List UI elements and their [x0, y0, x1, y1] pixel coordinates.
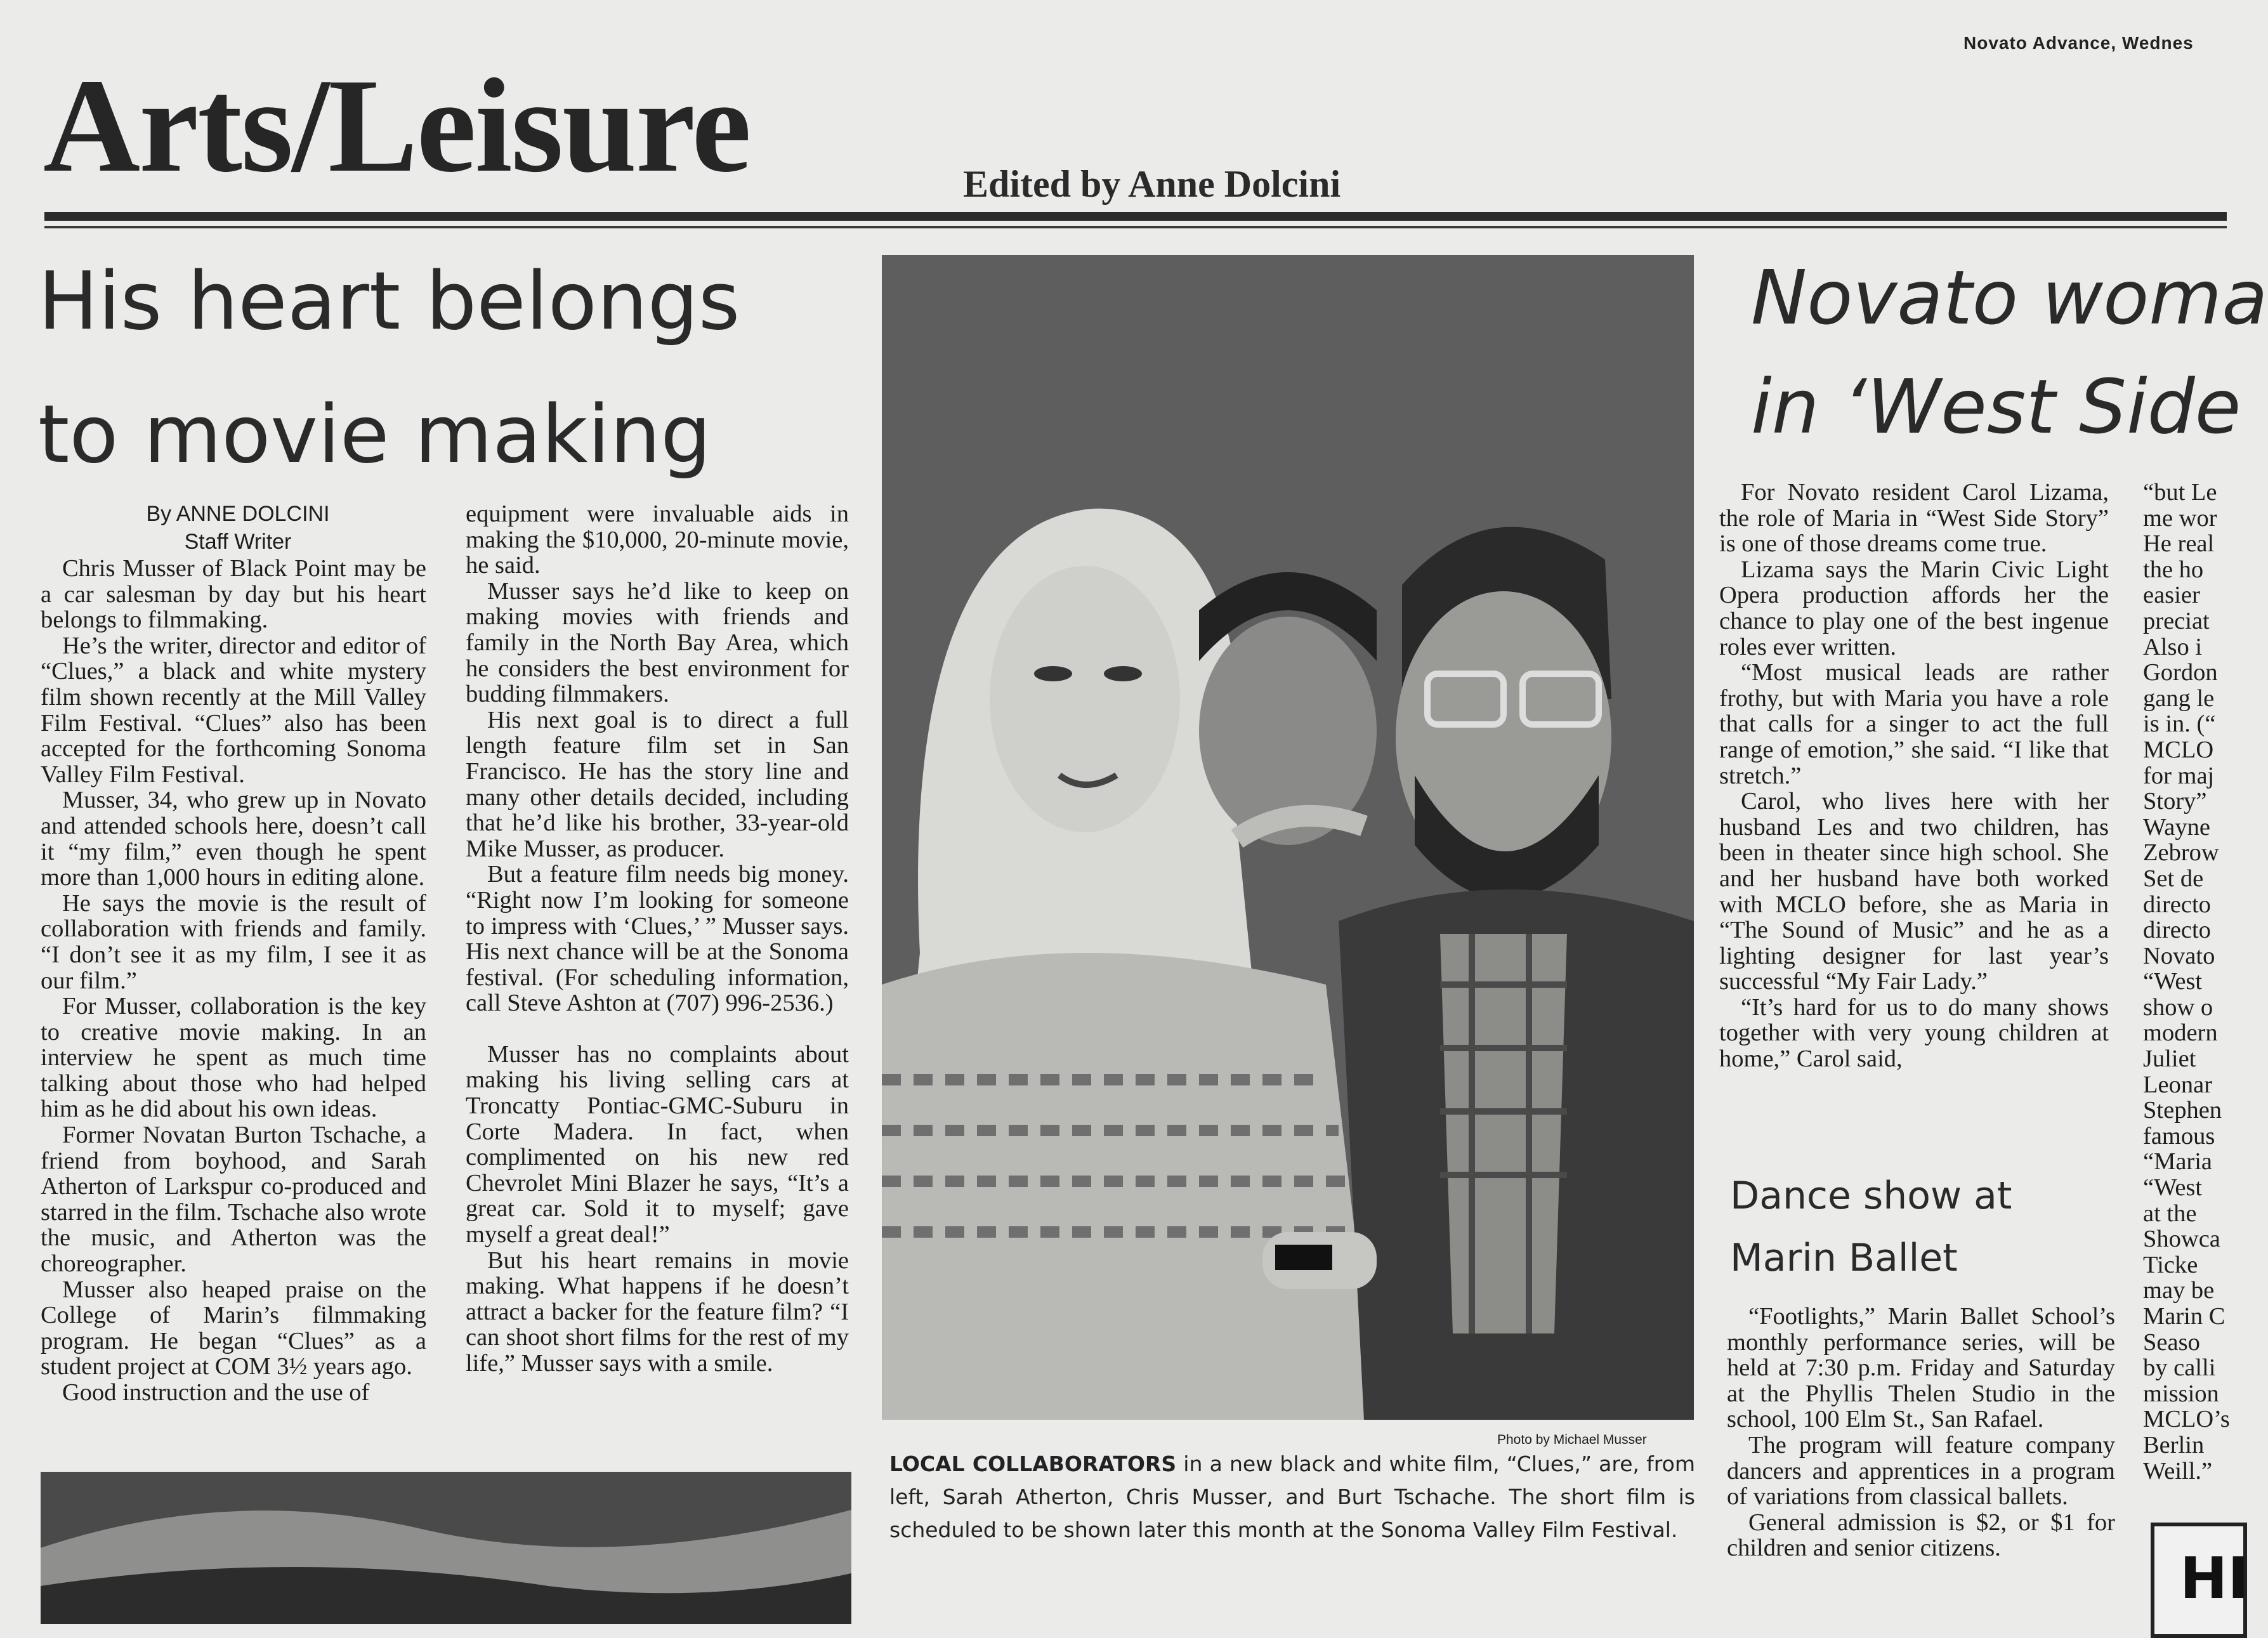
- paragraph: “Footlights,” Marin Ballet School’s monthly performance series, will be held at 7:30 p.m. Friday and Saturday at the Phyllis Thelen Studio in the school, 100 Elm St., San Rafael.: [1727, 1303, 2115, 1433]
- line: may be: [2143, 1277, 2215, 1304]
- story2-headline-line2: in ‘West Side: [1751, 363, 2241, 450]
- masthead-rule-thin: [44, 226, 2227, 228]
- paragraph: Musser also heaped praise on the College of Marin’s filmmaking program. He began “Clues” as a student project at COM 3½ years ago.: [41, 1276, 426, 1380]
- line: Weill.”: [2143, 1457, 2213, 1484]
- bottom-photo: [41, 1472, 851, 1624]
- line: Seaso: [2143, 1328, 2200, 1356]
- line: for maj: [2143, 762, 2215, 789]
- line: MCLO: [2143, 736, 2214, 763]
- line: modern: [2143, 1019, 2218, 1047]
- corner-ad-box: [2151, 1523, 2247, 1638]
- line: Gordon: [2143, 659, 2218, 686]
- paragraph: Good instruction and the use of: [62, 1379, 370, 1406]
- line: me wor: [2143, 504, 2217, 532]
- line: Novato: [2143, 942, 2215, 969]
- paragraph: But a feature film needs big money. “Right now I’m looking for someone to impress with ‘Clues,’ ” Musser says. His next chance will be at the Sonoma festival. (For scheduling information, call Steve Ashton at (707) 996-2536.): [466, 861, 849, 1017]
- line: “West: [2143, 1174, 2203, 1202]
- line: show o: [2143, 993, 2213, 1021]
- paragraph: Chris Musser of Black Point may be a car salesman by day but his heart belongs to filmmaking.: [41, 555, 426, 634]
- line: “West: [2143, 968, 2203, 995]
- line: famous: [2143, 1122, 2215, 1150]
- line: gang le: [2143, 685, 2215, 712]
- paragraph: For Musser, collaboration is the key to creative movie making. In an interview he spent as much time talking about those who had helped him as he did about his own ideas.: [41, 993, 426, 1123]
- line: Wayne: [2143, 813, 2210, 841]
- line: Zebrow: [2143, 839, 2219, 867]
- section-editor: Edited by Anne Dolcini: [963, 163, 1341, 205]
- paragraph: “It’s hard for us to do many shows together with very young children at home,” Carol said,: [1719, 993, 2109, 1073]
- paragraph: For Novato resident Carol Lizama, the role of Maria in “West Side Story” is one of those dreams come true.: [1719, 479, 2109, 558]
- collaborators-photo: [882, 255, 1694, 1420]
- line: the ho: [2143, 556, 2204, 583]
- caption-text: in a new black and white film, “Clues,” are, from left, Sarah Atherton, Chris Musser, and Burt Tschache. The short film is scheduled to be shown later this month at the Sonoma Valley Film Festival.: [889, 1451, 1695, 1542]
- line: easier: [2143, 582, 2200, 609]
- line: “but Le: [2143, 479, 2217, 506]
- story1-column-2: [466, 501, 849, 1377]
- photo-illustration: [882, 255, 1694, 1420]
- paragraph: equipment were invaluable aids in making the $10,000, 20-minute movie, he said.: [466, 501, 849, 579]
- line: Marin C: [2143, 1303, 2225, 1330]
- byline-name: By ANNE DOLCINI: [146, 502, 330, 526]
- story2-column-1: [1719, 480, 2109, 1072]
- story3-subhead-line1: Dance show at: [1730, 1174, 2012, 1218]
- line: Showca: [2143, 1226, 2220, 1253]
- byline-role: Staff Writer: [184, 530, 292, 554]
- line: preciat: [2143, 607, 2210, 634]
- paragraph: “Most musical leads are rather frothy, but with Maria you have a role that calls for a singer to act the full range of emotion,” she said. “I like that stretch.”: [1719, 659, 2109, 789]
- paragraph: His next goal is to direct a full length feature film set in San Francisco. He has the story line and many other details decided, including that he’d like his brother, 33-year-old Mike Musser, as producer.: [466, 706, 849, 862]
- line: Ticke: [2143, 1251, 2198, 1278]
- paragraph: Former Novatan Burton Tschache, a friend from boyhood, and Sarah Atherton of Larkspur co-produced and starred in the film. Tschache also wrote the music, and Atherton was the choreographer.: [41, 1122, 426, 1278]
- paragraph: Musser says he’d like to keep on making movies with friends and family in the North Bay Area, which he considers the best environment for budding filmmakers.: [466, 577, 849, 708]
- paragraph: Musser, 34, who grew up in Novato and attended schools here, doesn’t call it “my film,” even though he spent more than 1,000 hours in editing alone.: [41, 787, 426, 891]
- story3-column: [1727, 1304, 2115, 1561]
- masthead-date-line: Novato Advance, Wednes: [1963, 33, 2194, 53]
- line: Story”: [2143, 788, 2207, 815]
- story1-headline-line2: to movie making: [38, 388, 712, 481]
- photo-credit: Photo by Michael Musser: [1497, 1432, 1647, 1447]
- paragraph: But his heart remains in movie making. What happens if he doesn’t attract a backer for the feature film? “I can shoot short films for the rest of my life,” Musser says with a smile.: [466, 1247, 849, 1377]
- line: Stephen: [2143, 1097, 2222, 1124]
- paragraph: Carol, who lives here with her husband Les and two children, has been in theater since high school. She and her husband have both worked with MCLO before, she as Maria in “The Sound of Music” and he as a lighting designer for last year’s successful “My Fair Lady.”: [1719, 788, 2109, 995]
- line: Leonar: [2143, 1071, 2213, 1098]
- line: Berlin: [2143, 1431, 2205, 1458]
- line: “Maria: [2143, 1148, 2213, 1176]
- caption-lead: LOCAL COLLABORATORS: [889, 1451, 1177, 1476]
- story1-byline: [127, 500, 349, 556]
- line: is in. (“: [2143, 711, 2216, 738]
- paragraph: Lizama says the Marin Civic Light Opera production affords her the chance to play one of the best ingenue roles ever written.: [1719, 556, 2109, 660]
- paragraph: He says the movie is the result of collaboration with friends and family. “I don’t see it as my film, I see it as our film.”: [41, 889, 426, 994]
- line: Also i: [2143, 633, 2203, 660]
- line: at the: [2143, 1200, 2197, 1227]
- line: mission: [2143, 1380, 2219, 1407]
- photo-caption: [889, 1448, 1695, 1547]
- story2-column-2-cropped: [2143, 480, 2232, 1484]
- story1-headline-line1: His heart belongs: [38, 254, 740, 348]
- line: He real: [2143, 530, 2215, 558]
- line: by calli: [2143, 1354, 2216, 1382]
- masthead-rule-thick: [44, 212, 2227, 221]
- paragraph: General admission is $2, or $1 for children and senior citizens.: [1727, 1509, 2115, 1562]
- line: MCLO’s: [2143, 1406, 2230, 1433]
- story1-column-1: [41, 556, 426, 1406]
- corner-ad-letters: HI: [2180, 1545, 2249, 1612]
- story3-subhead-line2: Marin Ballet: [1730, 1236, 1958, 1280]
- paragraph: He’s the writer, director and editor of “Clues,” a black and white mystery film shown recently at the Mill Valley Film Festival. “Clues” also has been accepted for the forthcoming Sonoma Valley Film Festival.: [41, 632, 426, 788]
- line: Set de: [2143, 865, 2204, 892]
- bottom-photo-illustration: [41, 1472, 851, 1624]
- line: directo: [2143, 891, 2211, 918]
- line: Juliet: [2143, 1045, 2196, 1073]
- paragraph: Musser has no complaints about making his living selling cars at Troncatty Pontiac-GMC-Suburu in Corte Madera. In fact, when complimented on his new red Chevrolet Mini Blazer he says, “It’s a great car. Sold it to myself; gave myself a great deal!”: [466, 1040, 849, 1248]
- paragraph: The program will feature company dancers and apprentices in a program of variations from classical ballets.: [1727, 1431, 2115, 1510]
- story2-headline-line1: Novato woma: [1751, 254, 2268, 341]
- section-title: Arts/Leisure: [43, 51, 751, 200]
- line: directo: [2143, 917, 2211, 944]
